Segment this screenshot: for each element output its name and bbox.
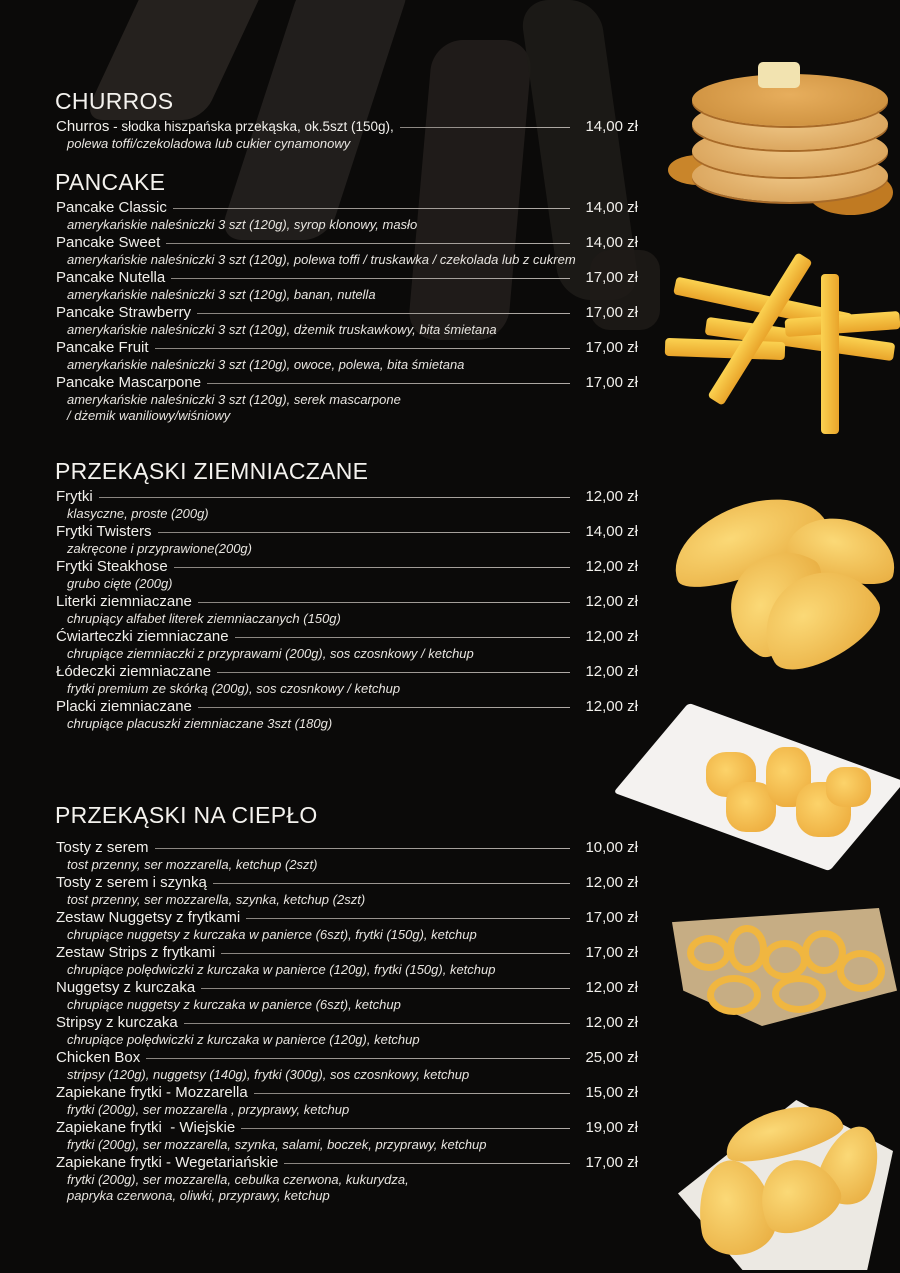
item-price: 15,00 zł: [585, 1084, 638, 1101]
item-description: frytki (200g), ser mozzarella, cebulka czerwona, kukurydza,: [67, 1172, 409, 1187]
menu-item: [56, 838, 638, 873]
item-description: chrupiące placuszki ziemniaczane 3szt (180g): [67, 716, 333, 731]
item-name: Chicken Box: [56, 1049, 141, 1066]
potato-letters-photo: [636, 712, 900, 874]
leader-line: [197, 313, 570, 314]
item-name: Zestaw Nuggetsy z frytkami: [56, 909, 241, 926]
item-name: Zapiekane frytki - Wegetariańskie: [56, 1154, 279, 1171]
section-title: PRZEKĄSKI NA CIEPŁO: [55, 802, 318, 828]
section-churros: [56, 86, 638, 152]
item-description: chrupiące nuggetsy z kurczaka w panierce (6szt), frytki (150g), ketchup: [67, 927, 477, 942]
item-price: 12,00 zł: [585, 979, 638, 996]
item-description: amerykańskie naleśniczki 3 szt (120g), dżemik truskawkowy, bita śmietana: [67, 322, 497, 337]
item-price: 17,00 zł: [585, 944, 638, 961]
item-name: Ćwiarteczki ziemniaczane: [56, 628, 229, 645]
leader-line: [155, 348, 570, 349]
item-description: tost przenny, ser mozzarella, szynka, ketchup (2szt): [67, 892, 366, 907]
item-description: chrupiące nuggetsy z kurczaka w panierce (6szt), ketchup: [67, 997, 401, 1012]
leader-line: [217, 672, 570, 673]
menu-item: [56, 233, 638, 268]
item-name: Pancake Nutella: [56, 269, 166, 286]
menu-item: [56, 117, 638, 152]
item-price: 17,00 zł: [585, 304, 638, 321]
item-description-line2: / dżemik waniliowy/wiśniowy: [67, 408, 231, 423]
item-description: chrupiące polędwiczki z kurczaka w panierce (120g), frytki (150g), ketchup: [67, 962, 496, 977]
item-description: frytki (200g), ser mozzarella, szynka, salami, boczek, przyprawy, ketchup: [67, 1137, 487, 1152]
item-name: Pancake Sweet: [56, 234, 161, 251]
item-description: zakręcone i przyprawione(200g): [67, 541, 252, 556]
leader-line: [166, 243, 570, 244]
item-name: Pancake Strawberry: [56, 304, 192, 321]
leader-line: [198, 707, 570, 708]
item-description: frytki (200g), ser mozzarella , przyprawy, ketchup: [67, 1102, 350, 1117]
item-name-text: Churros: [56, 118, 110, 135]
leader-line: [246, 918, 570, 919]
item-price: 14,00 zł: [585, 118, 638, 135]
item-name: Tosty z serem i szynką: [56, 874, 207, 891]
item-description: amerykańskie naleśniczki 3 szt (120g), syrop klonowy, masło: [67, 217, 418, 232]
item-name: Pancake Fruit: [56, 339, 149, 356]
wedges-photo: [668, 465, 900, 670]
item-name: Łódeczki ziemniaczane: [56, 663, 212, 680]
item-price: 12,00 zł: [585, 558, 638, 575]
leader-line: [146, 1058, 570, 1059]
section-title: PRZEKĄSKI ZIEMNIACZANE: [55, 458, 369, 484]
item-name: Pancake Mascarpone: [56, 374, 202, 391]
curly-fry: [727, 925, 767, 973]
menu-item: [56, 487, 638, 522]
menu-item: [56, 1118, 638, 1153]
fry: [821, 274, 839, 434]
item-description: amerykańskie naleśniczki 3 szt (120g), serek mascarpone: [67, 392, 401, 407]
leader-line: [254, 1093, 570, 1094]
item-price: 12,00 zł: [585, 874, 638, 891]
menu-item: [56, 557, 638, 592]
menu-item: [56, 268, 638, 303]
menu-item: [56, 908, 638, 943]
potato-boats-photo: [668, 1070, 900, 1273]
leader-line: [207, 383, 570, 384]
leader-line: [158, 532, 570, 533]
menu-item: [56, 522, 638, 557]
item-description: grubo cięte (200g): [67, 576, 173, 591]
leader-line: [99, 497, 570, 498]
leader-line: [174, 567, 570, 568]
item-price: 14,00 zł: [585, 523, 638, 540]
fries-photo: [665, 250, 900, 430]
pancake-photo: [668, 60, 894, 220]
leader-line: [221, 953, 570, 954]
curly-fry: [762, 940, 808, 980]
item-description: klasyczne, proste (200g): [67, 506, 209, 521]
item-name: Literki ziemniaczane: [56, 593, 192, 610]
butter: [758, 62, 800, 88]
item-price: 17,00 zł: [585, 269, 638, 286]
item-name: Zapiekane frytki - Wiejskie: [56, 1119, 236, 1136]
curly-fry: [837, 950, 885, 992]
menu-item: [56, 662, 638, 697]
item-price: 17,00 zł: [585, 909, 638, 926]
item-description: amerykańskie naleśniczki 3 szt (120g), polewa toffi / truskawka / czekolada lub z cukrem: [67, 252, 576, 267]
section-hot-snacks: [56, 800, 638, 1204]
leader-line: [171, 278, 570, 279]
item-price: 12,00 zł: [585, 698, 638, 715]
menu-item: [56, 1153, 638, 1204]
menu-item: [56, 873, 638, 908]
leader-line: [400, 127, 570, 128]
item-price: 17,00 zł: [585, 374, 638, 391]
section-potato-snacks: [56, 456, 638, 732]
menu-item: [56, 198, 638, 233]
item-name: Frytki Twisters: [56, 523, 152, 540]
leader-line: [155, 848, 570, 849]
item-price: 19,00 zł: [585, 1119, 638, 1136]
item-price: 17,00 zł: [585, 339, 638, 356]
curly-fries-photo: [672, 890, 900, 1035]
curly-fry: [772, 975, 826, 1013]
curly-fry: [707, 975, 761, 1015]
item-name: Frytki: [56, 488, 93, 505]
item-name: Placki ziemniaczane: [56, 698, 192, 715]
menu-item: [56, 1048, 638, 1083]
leader-line: [198, 602, 570, 603]
menu-item: [56, 1083, 638, 1118]
item-description: amerykańskie naleśniczki 3 szt (120g), owoce, polewa, bita śmietana: [67, 357, 465, 372]
item-price: 14,00 zł: [585, 199, 638, 216]
item-price: 25,00 zł: [585, 1049, 638, 1066]
menu-item: [56, 943, 638, 978]
leader-line: [241, 1128, 570, 1129]
item-description: chrupiący alfabet literek ziemniaczanych (150g): [67, 611, 341, 626]
item-price: 12,00 zł: [585, 663, 638, 680]
menu-item: [56, 373, 638, 424]
item-description: stripsy (120g), nuggetsy (140g), frytki (300g), sos czosnkowy, ketchup: [67, 1067, 470, 1082]
item-price: 12,00 zł: [585, 1014, 638, 1031]
section-pancake: [56, 167, 638, 424]
item-description: chrupiące ziemniaczki z przyprawami (200g), sos czosnkowy / ketchup: [67, 646, 474, 661]
item-description: chrupiące polędwiczki z kurczaka w panierce (120g), ketchup: [67, 1032, 420, 1047]
item-price: 12,00 zł: [585, 488, 638, 505]
menu-item: [56, 627, 638, 662]
item-name: Zapiekane frytki - Mozzarella: [56, 1084, 248, 1101]
item-price: 12,00 zł: [585, 628, 638, 645]
curly-fry: [687, 935, 731, 971]
item-name: Nuggetsy z kurczaka: [56, 979, 196, 996]
fry: [665, 338, 786, 360]
item-price: 10,00 zł: [585, 839, 638, 856]
item-description: polewa toffi/czekoladowa lub cukier cynamonowy: [67, 136, 351, 151]
leader-line: [213, 883, 570, 884]
menu-item: [56, 697, 638, 732]
leader-line: [184, 1023, 570, 1024]
letter: [826, 767, 871, 807]
menu-item: [56, 978, 638, 1013]
item-name: Tosty z serem: [56, 839, 149, 856]
leader-line: [284, 1163, 570, 1164]
item-name: [56, 118, 394, 135]
leader-line: [201, 988, 570, 989]
item-name: Stripsy z kurczaka: [56, 1014, 178, 1031]
menu-item: [56, 303, 638, 338]
section-title: CHURROS: [55, 88, 174, 114]
menu-item: [56, 338, 638, 373]
leader-line: [235, 637, 570, 638]
item-description: tost przenny, ser mozzarella, ketchup (2szt): [67, 857, 318, 872]
item-name: Frytki Steakhose: [56, 558, 168, 575]
item-price: 17,00 zł: [585, 1154, 638, 1171]
menu-item: [56, 1013, 638, 1048]
item-price: 12,00 zł: [585, 593, 638, 610]
item-name: Pancake Classic: [56, 199, 167, 216]
section-title: PANCAKE: [55, 169, 166, 195]
menu-item: [56, 592, 638, 627]
item-price: 14,00 zł: [585, 234, 638, 251]
item-name-suffix: - słodka hiszpańska przekąska, ok.5szt (150g),: [109, 119, 394, 134]
item-name: Zestaw Strips z frytkami: [56, 944, 216, 961]
item-description-line2: papryka czerwona, oliwki, przyprawy, ketchup: [67, 1188, 330, 1203]
leader-line: [173, 208, 570, 209]
item-description: amerykańskie naleśniczki 3 szt (120g), banan, nutella: [67, 287, 376, 302]
item-description: frytki premium ze skórką (200g), sos czosnkowy / ketchup: [67, 681, 401, 696]
